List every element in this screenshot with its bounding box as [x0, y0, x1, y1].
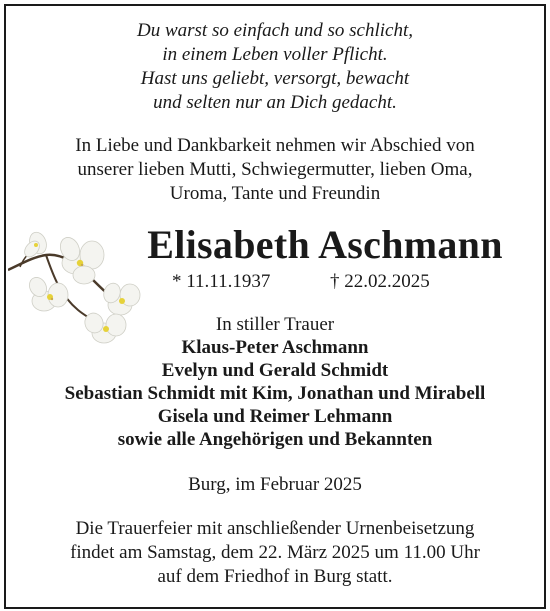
- poem-line-3: Hast uns geliebt, versorgt, bewacht: [140, 68, 410, 89]
- deceased-name: Elisabeth Aschmann: [147, 222, 503, 267]
- mourner-line-3: Sebastian Schmidt mit Kim, Jonathan und Mirabell: [64, 383, 486, 404]
- intro-line-3: Uroma, Tante und Freundin: [169, 183, 381, 204]
- mourner-line-4: Gisela und Reimer Lehmann: [157, 406, 393, 427]
- intro-line-2: unserer lieben Mutti, Schwiegermutter, lieben Oma,: [77, 159, 473, 180]
- mourner-line-2: Evelyn und Gerald Schmidt: [161, 360, 389, 381]
- death-date: † 22.02.2025: [330, 271, 430, 292]
- mourner-line-5: sowie alle Angehörigen und Bekannten: [117, 429, 433, 450]
- funeral-line-3: auf dem Friedhof in Burg statt.: [157, 566, 393, 587]
- mourner-line-1: Klaus-Peter Aschmann: [181, 337, 369, 358]
- place-date: Burg, im Februar 2025: [188, 474, 362, 495]
- poem-line-1: Du warst so einfach und so schlicht,: [136, 20, 414, 41]
- poem-line-2: in einem Leben voller Pflicht.: [162, 44, 388, 65]
- funeral-line-2: findet am Samstag, dem 22. März 2025 um 11.00 Uhr: [70, 542, 480, 563]
- birth-date: * 11.11.1937: [172, 271, 271, 292]
- funeral-line-1: Die Trauerfeier mit anschließender Urnenbeisetzung: [75, 518, 475, 539]
- poem-line-4: und selten nur an Dich gedacht.: [153, 92, 397, 113]
- mourners-heading: In stiller Trauer: [215, 314, 335, 335]
- intro-line-1: In Liebe und Dankbarkeit nehmen wir Abschied von: [75, 135, 475, 156]
